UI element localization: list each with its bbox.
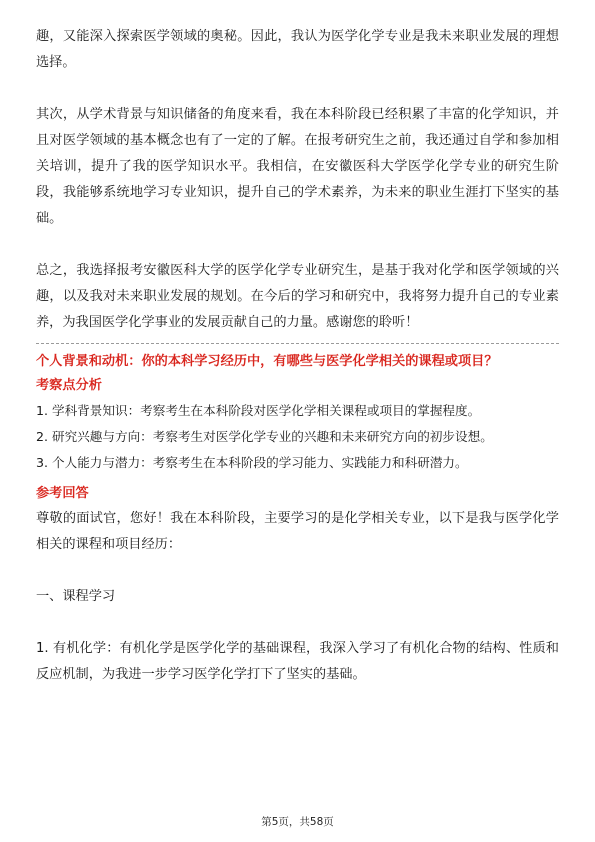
page-footer: 第5页，共58页: [261, 816, 334, 828]
analysis-point-3: 3. 个人能力与潜力：考察考生在本科阶段的学习能力、实践能力和科研潜力。: [36, 455, 468, 470]
answer-heading: 参考回答: [36, 486, 89, 501]
analysis-point-2: 2. 研究兴趣与方向：考察考生对医学化学专业的兴趣和未来研究方向的初步设想。: [36, 429, 493, 444]
paragraph-3: 总之，我选择报考安徽医科大学的医学化学专业研究生，是基于我对化学和医学领域的兴趣，以及我对未来职业发展的规划。在今后的学习和研究中，我将努力提升自己的专业素养，为我国医学化学事业的发展贡献自己的力量。感谢您的聆听！: [36, 263, 559, 330]
course-section-title: 一、课程学习: [36, 589, 116, 604]
answer-intro: 尊敬的面试官，您好！我在本科阶段，主要学习的是化学相关专业，以下是我与医学化学相关的课程和项目经历：: [36, 511, 559, 552]
question-heading: 个人背景和动机：你的本科学习经历中，有哪些与医学化学相关的课程或项目？: [36, 354, 498, 369]
paragraph-2: 其次，从学术背景与知识储备的角度来看，我在本科阶段已经积累了丰富的化学知识，并且对医学领域的基本概念也有了一定的了解。在报考研究生之前，我还通过自学和参加相关培训，提升了我的医学知识水平。我相信，在安徽医科大学医学化学专业的研究生阶段，我能够系统地学习专业知识，提升自己的学术素养，为未来的职业生涯打下坚实的基础。: [36, 107, 559, 226]
section-divider: [36, 343, 559, 344]
document-page: [36, 24, 559, 688]
course-item-1: 1. 有机化学：有机化学是医学化学的基础课程，我深入学习了有机化合物的结构、性质和反应机制，为我进一步学习医学化学打下了坚实的基础。: [36, 641, 559, 682]
analysis-heading: 考察点分析: [36, 378, 102, 393]
paragraph-1: 趣，又能深入探索医学领域的奥秘。因此，我认为医学化学专业是我未来职业发展的理想选择。: [36, 29, 559, 70]
analysis-point-1: 1. 学科背景知识：考察考生在本科阶段对医学化学相关课程或项目的掌握程度。: [36, 403, 481, 418]
